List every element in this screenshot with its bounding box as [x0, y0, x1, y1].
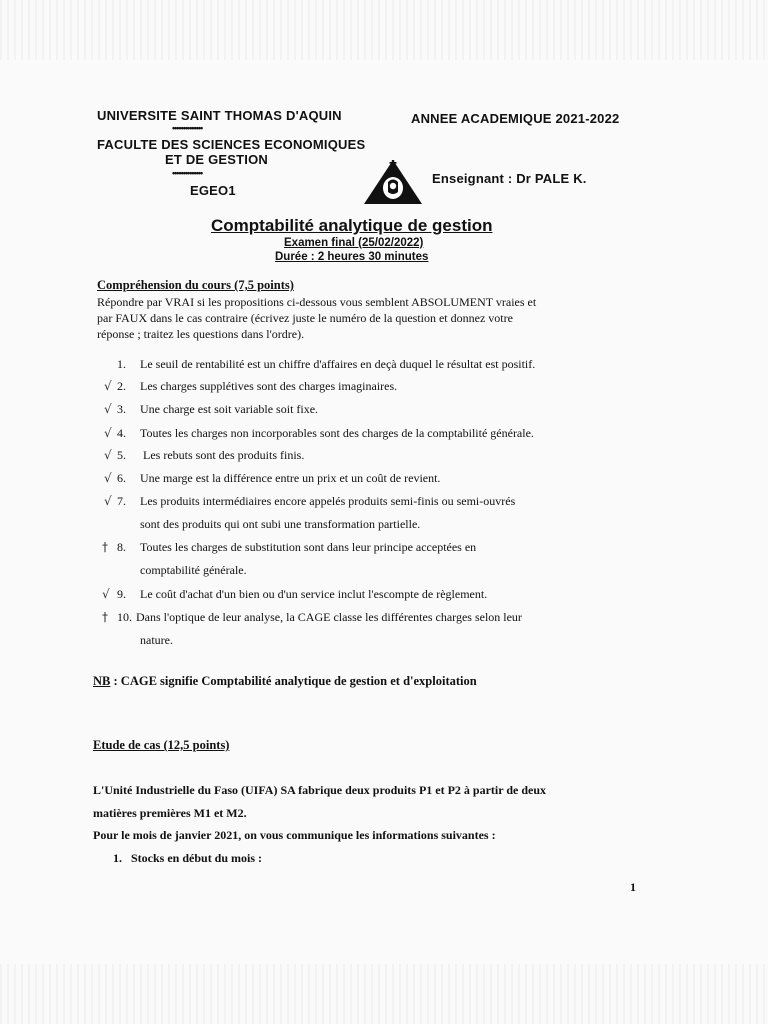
- question-number: 4.: [117, 426, 126, 440]
- check-mark-icon: √: [102, 587, 110, 601]
- dagger-mark-icon: †: [102, 540, 108, 554]
- check-mark-icon: √: [104, 426, 112, 440]
- question-text: Les charges supplétives sont des charges imaginaires.: [140, 379, 398, 393]
- nb-note: [93, 674, 477, 689]
- question-text-line-1: Les produits intermédiaires encore appelés produits semi-finis ou semi-ouvrés: [140, 494, 516, 508]
- scan-noise-top: [0, 0, 768, 60]
- question-number: 10.: [117, 610, 132, 624]
- question-number: 3.: [117, 402, 126, 416]
- question-text: Le coût d'achat d'un bien ou d'un service inclut l'escompte de règlement.: [140, 587, 488, 601]
- check-mark-icon: √: [104, 379, 112, 393]
- scan-noise-bottom: [0, 964, 768, 1024]
- teacher-name: Enseignant : Dr PALE K.: [432, 171, 587, 186]
- case-intro-line-3: Pour le mois de janvier 2021, on vous communique les informations suivantes :: [93, 828, 496, 842]
- question-number: 6.: [117, 471, 126, 485]
- question-number: 9.: [117, 587, 126, 601]
- dagger-mark-icon: †: [102, 610, 108, 624]
- question-text: Une charge est soit variable soit fixe.: [140, 402, 319, 416]
- case-item-number: 1.: [113, 851, 122, 865]
- section-heading-case-study: Etude de cas (12,5 points): [93, 738, 230, 752]
- decorative-dots: ••••••••••••••: [172, 168, 203, 178]
- question-number: 8.: [117, 540, 126, 554]
- exam-date: Examen final (25/02/2022): [284, 237, 424, 249]
- decorative-dots: ••••••••••••••: [172, 123, 203, 133]
- course-title: Comptabilité analytique de gestion: [211, 216, 493, 235]
- course-code: EGEO1: [190, 183, 236, 198]
- instructions-line-2: par FAUX dans le cas contraire (écrivez juste le numéro de la question et donnez votre: [97, 311, 513, 325]
- academic-year: ANNEE ACADEMIQUE 2021-2022: [411, 111, 620, 126]
- check-mark-icon: √: [104, 402, 112, 416]
- question-number: 7.: [117, 494, 126, 508]
- question-text-line-2: nature.: [140, 633, 173, 647]
- check-mark-icon: √: [104, 471, 112, 485]
- instructions-line-1: Répondre par VRAI si les propositions ci-dessous vous semblent ABSOLUMENT vraies et: [97, 295, 537, 309]
- faculty-line-1: FACULTE DES SCIENCES ECONOMIQUES: [97, 137, 366, 152]
- university-name: UNIVERSITE SAINT THOMAS D'AQUIN: [97, 108, 342, 123]
- case-intro-line-2: matières premières M1 et M2.: [93, 806, 247, 820]
- question-text-line-1: Dans l'optique de leur analyse, la CAGE classe les différentes charges selon leur: [136, 610, 522, 624]
- instructions-line-3: réponse ; traitez les questions dans l'ordre).: [97, 327, 305, 341]
- exam-duration: Durée : 2 heures 30 minutes: [275, 251, 429, 263]
- university-logo-icon: [362, 158, 424, 206]
- check-mark-icon: √: [104, 448, 112, 462]
- page-number: 1: [630, 880, 636, 894]
- question-text-line-2: comptabilité générale.: [140, 563, 247, 577]
- question-number: 5.: [117, 448, 126, 462]
- nb-text: : CAGE signifie Comptabilité analytique de gestion et d'exploitation: [110, 674, 477, 688]
- case-item-text: Stocks en début du mois :: [131, 851, 263, 865]
- question-number: 1.: [117, 357, 126, 371]
- question-text-line-1: Toutes les charges de substitution sont dans leur principe acceptées en: [140, 540, 477, 554]
- faculty-line-2: ET DE GESTION: [165, 152, 269, 167]
- question-text: Une marge est la différence entre un prix et un coût de revient.: [140, 471, 441, 485]
- check-mark-icon: √: [104, 494, 112, 508]
- question-number: 2.: [117, 379, 126, 393]
- nb-label: NB: [93, 674, 111, 688]
- case-item-1: [113, 851, 262, 866]
- question-text-line-2: sont des produits qui ont subi une transformation partielle.: [140, 517, 421, 531]
- question-text: Toutes les charges non incorporables sont des charges de la comptabilité générale.: [140, 426, 534, 440]
- section-heading-comprehension: Compréhension du cours (7,5 points): [97, 278, 294, 292]
- question-text: Les rebuts sont des produits finis.: [143, 448, 305, 462]
- question-text: Le seuil de rentabilité est un chiffre d'affaires en deçà duquel le résultat est positif.: [140, 357, 536, 371]
- case-intro-line-1: L'Unité Industrielle du Faso (UIFA) SA fabrique deux produits P1 et P2 à partir de deux: [93, 783, 547, 797]
